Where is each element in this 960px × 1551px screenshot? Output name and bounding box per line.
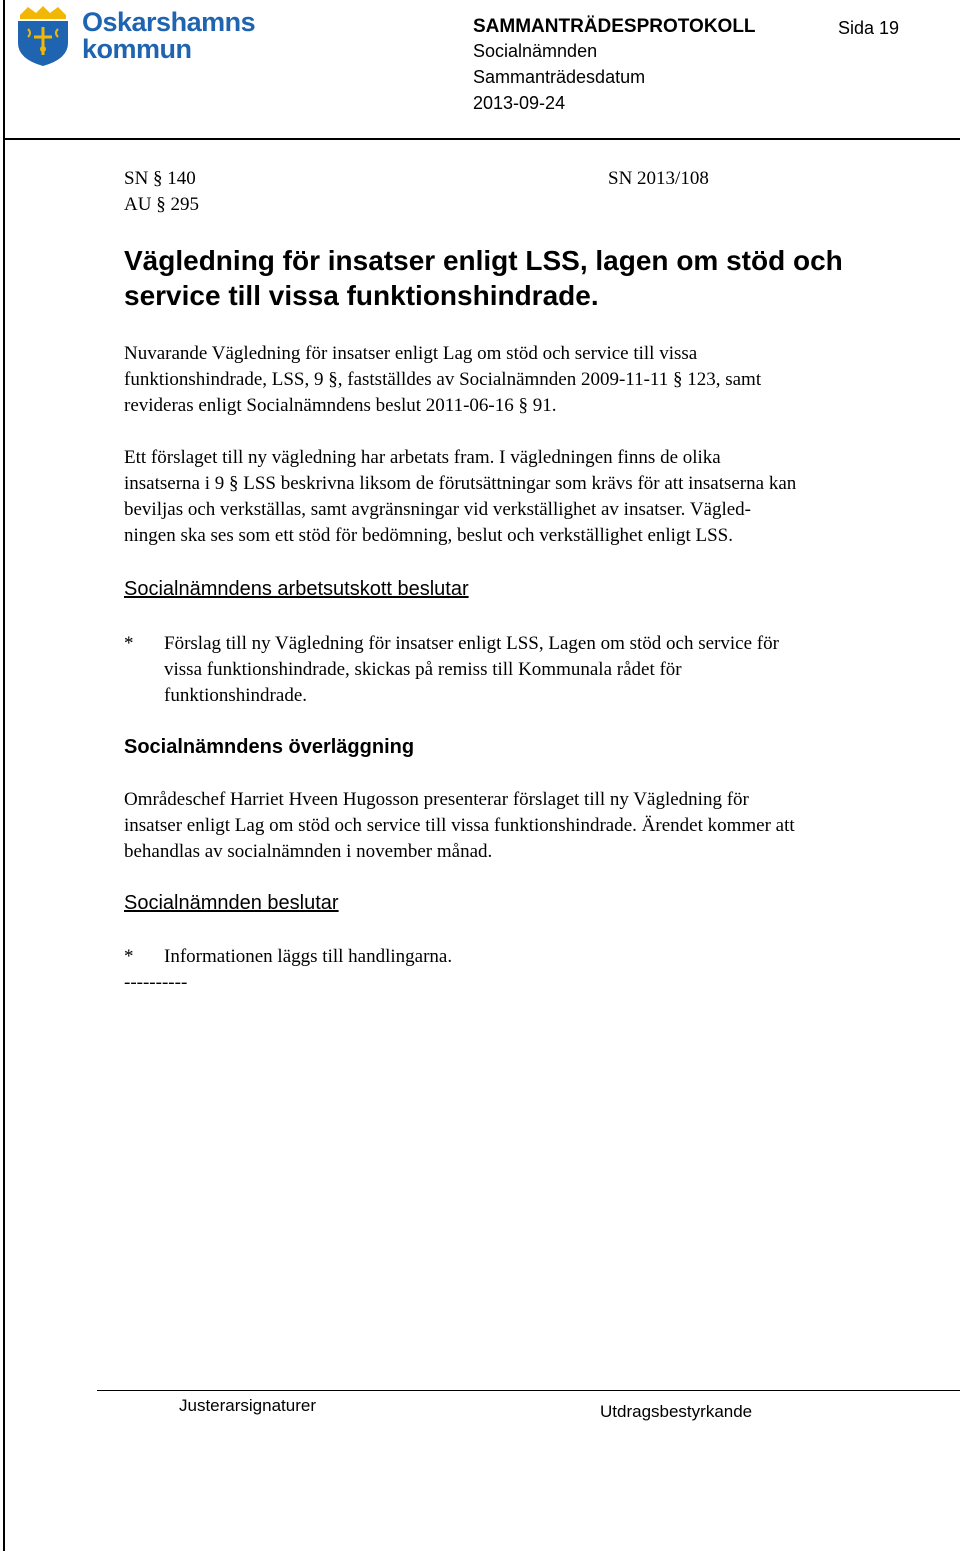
deliberation-paragraph (124, 787, 795, 865)
deliberation-heading: Socialnämndens överläggning (124, 736, 415, 758)
document-title (124, 243, 843, 313)
proposal-paragraph (124, 445, 796, 549)
case-number: SN 2013/108 (608, 168, 709, 189)
au-decision-heading: Socialnämndens arbetsutskott beslutar (124, 578, 469, 600)
title-line-2: service till vissa funktionshindrade. (124, 280, 599, 311)
committee-name: Socialnämnden (473, 41, 598, 61)
meeting-date-label: Sammanträdesdatum (473, 67, 646, 87)
coat-of-arms-icon (14, 5, 72, 67)
footer-extract-label: Utdragsbestyrkande (600, 1402, 753, 1421)
logo-line-2: kommun (82, 34, 192, 64)
meeting-date: 2013-09-24 (473, 93, 566, 113)
deliberation-line: insatser enligt Lag om stöd och service till vissa funktionshindrade. Ärendet kommer att (124, 815, 795, 836)
au-decision-item (164, 631, 924, 709)
proposal-line: ningen ska ses som ett stöd för bedömning, beslut och verkställighet enligt LSS. (124, 525, 733, 546)
intro-line: funktionshindrade, LSS, 9 §, fastställdes av Socialnämnden 2009-11-11 § 123, samt (124, 369, 762, 390)
logo-wordmark (82, 9, 255, 63)
intro-line: revideras enligt Socialnämndens beslut 2011-06-16 § 91. (124, 395, 557, 416)
municipality-logo (14, 5, 264, 67)
title-line-1: Vägledning för insatser enligt LSS, lagen om stöd och (124, 245, 843, 276)
bullet-asterisk: * (124, 633, 134, 654)
footer-signatures-label: Justerarsignaturer (179, 1396, 317, 1415)
footer-divider (97, 1390, 960, 1391)
deliberation-line: behandlas av socialnämnden i november månad. (124, 841, 493, 862)
bullet-asterisk: * (124, 946, 134, 967)
paragraph-number-au: AU § 295 (124, 194, 199, 215)
section-separator: ---------- (124, 972, 188, 993)
page-left-border (3, 0, 5, 1551)
paragraph-number-sn: SN § 140 (124, 168, 196, 189)
protocol-title: SAMMANTRÄDESPROTOKOLL (473, 16, 756, 37)
intro-line: Nuvarande Vägledning för insatser enligt Lag om stöd och service till vissa (124, 343, 698, 364)
au-decision-line: Förslag till ny Vägledning för insatser enligt LSS, Lagen om stöd och service för (164, 633, 779, 654)
sn-decision-item: Informationen läggs till handlingarna. (164, 946, 453, 967)
header-divider (3, 138, 960, 140)
au-decision-line: vissa funktionshindrade, skickas på remiss till Kommunala rådet för (164, 659, 682, 680)
au-decision-line: funktionshindrade. (164, 685, 308, 706)
intro-paragraph (124, 341, 761, 419)
proposal-line: beviljas och verkställas, samt avgränsningar vid verkställighet av insatser. Vägled- (124, 499, 752, 520)
proposal-line: insatserna i 9 § LSS beskrivna liksom de förutsättningar som krävs för att insatserna kan (124, 473, 797, 494)
proposal-line: Ett förslaget till ny vägledning har arbetats fram. I vägledningen finns de olika (124, 447, 721, 468)
deliberation-line: Områdeschef Harriet Hveen Hugosson presenterar förslaget till ny Vägledning för (124, 789, 749, 810)
logo-line-1: Oskarshamns (82, 7, 256, 37)
sn-decision-heading: Socialnämnden beslutar (124, 892, 339, 914)
page-number: Sida 19 (838, 18, 900, 38)
